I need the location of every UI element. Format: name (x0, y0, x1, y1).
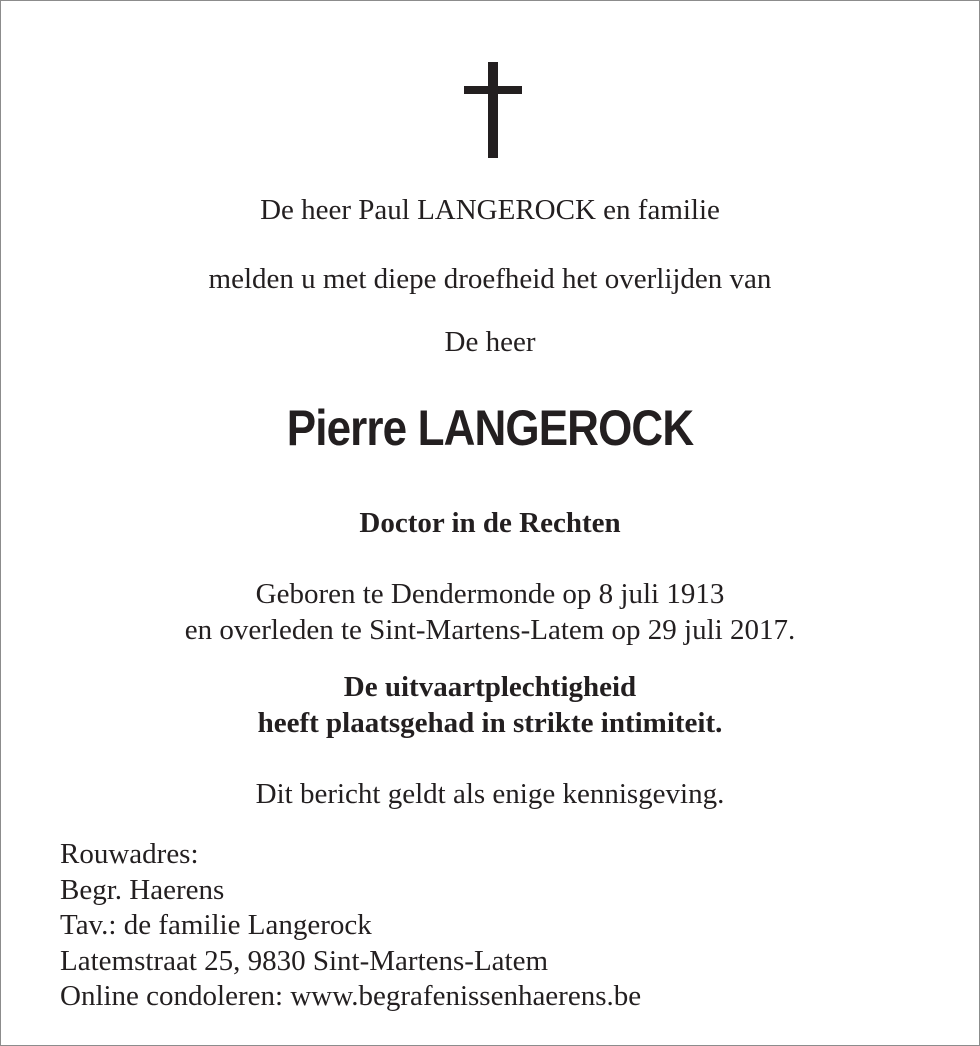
birth-line: Geboren te Dendermonde op 8 juli 1913 (255, 578, 725, 610)
address-street: Latemstraat 25, 9830 Sint-Martens-Latem (60, 944, 549, 977)
intro-line: De heer Paul LANGEROCK en familie (260, 194, 720, 226)
mourning-address (60, 837, 641, 1015)
address-funeral-home: Begr. Haerens (60, 873, 225, 906)
cross-horizontal-bar (464, 86, 522, 94)
cross-icon (464, 62, 522, 158)
deceased-name: Pierre LANGEROCK (286, 400, 694, 456)
funeral-line-1: De uitvaartplechtigheid (343, 671, 637, 703)
announcement-line: melden u met diepe droefheid het overlijden van (208, 263, 772, 295)
deceased-title: Doctor in de Rechten (359, 507, 621, 539)
closing-line: Dit bericht geldt als enige kennisgeving. (255, 778, 725, 810)
cross-vertical-bar (488, 62, 498, 158)
death-line: en overleden te Sint-Martens-Latem op 29 juli 2017. (184, 614, 796, 646)
funeral-line-2: heeft plaatsgehad in strikte intimiteit. (257, 707, 723, 739)
salutation-line: De heer (444, 326, 536, 358)
address-attention: Tav.: de familie Langerock (60, 909, 372, 941)
address-heading: Rouwadres: (60, 838, 199, 870)
address-online-condolences: Online condoleren: www.begrafenissenhaerens.be (60, 980, 642, 1012)
